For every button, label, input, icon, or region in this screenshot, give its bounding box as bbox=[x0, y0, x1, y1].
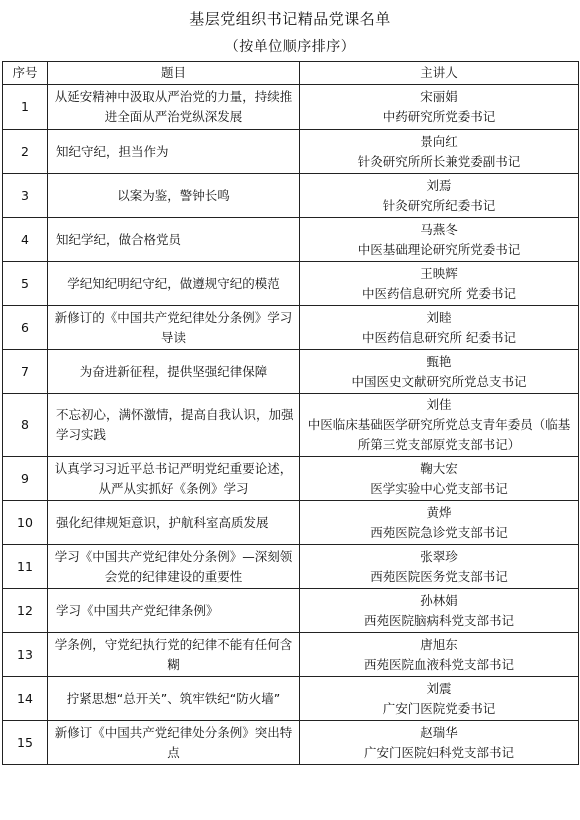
speaker-name: 赵瑞华 bbox=[420, 724, 458, 740]
page-title: 基层党组织书记精品党课名单 bbox=[189, 10, 391, 28]
page-subtitle: （按单位顺序排序） bbox=[224, 39, 356, 55]
row-number: 7 bbox=[3, 350, 48, 394]
table-row bbox=[3, 85, 579, 130]
row-number: 2 bbox=[3, 130, 48, 174]
row-speaker bbox=[300, 457, 579, 501]
row-number: 5 bbox=[3, 262, 48, 306]
speaker-role: 针灸研究所纪委书记 bbox=[382, 197, 496, 213]
row-speaker bbox=[300, 677, 579, 721]
speaker-role: 中药研究所党委书记 bbox=[382, 109, 496, 124]
row-number: 12 bbox=[3, 589, 48, 633]
speaker-role: 广安门医院妇科党支部书记 bbox=[363, 744, 514, 760]
speaker-name: 刘焉 bbox=[426, 177, 452, 193]
column-header-topic: 题目 bbox=[48, 62, 300, 85]
row-speaker bbox=[300, 218, 579, 262]
speaker-role: 西苑医院急诊党支部书记 bbox=[370, 524, 508, 540]
speaker-role: 中医临床基础医学研究所党总支青年委员（临基所第三党支部原党支部书记） bbox=[307, 417, 571, 452]
speaker-role: 西苑医院脑病科党支部书记 bbox=[363, 612, 514, 628]
speaker-name: 唐旭东 bbox=[420, 636, 458, 652]
row-speaker bbox=[300, 394, 579, 457]
row-number: 6 bbox=[3, 306, 48, 350]
table-row bbox=[3, 130, 579, 174]
row-topic: 学条例，守党纪执行党的纪律不能有任何含糊 bbox=[48, 633, 300, 677]
speaker-name: 孙林娟 bbox=[420, 592, 458, 608]
table-row bbox=[3, 262, 579, 306]
table-row bbox=[3, 721, 579, 765]
table-row bbox=[3, 394, 579, 457]
row-speaker bbox=[300, 306, 579, 350]
column-header-speaker: 主讲人 bbox=[300, 62, 579, 85]
row-topic: 知纪守纪，担当作为 bbox=[48, 130, 300, 174]
table-row bbox=[3, 457, 579, 501]
row-number: 14 bbox=[3, 677, 48, 721]
row-number: 10 bbox=[3, 501, 48, 545]
lecture-table bbox=[2, 61, 579, 765]
row-speaker bbox=[300, 589, 579, 633]
table-row bbox=[3, 677, 579, 721]
speaker-name: 马燕冬 bbox=[420, 221, 458, 237]
table-row bbox=[3, 306, 579, 350]
table-row bbox=[3, 218, 579, 262]
row-topic: 为奋进新征程，提供坚强纪律保障 bbox=[48, 350, 300, 394]
speaker-name: 刘睦 bbox=[426, 309, 452, 325]
row-topic: 新修订《中国共产党纪律处分条例》突出特点 bbox=[48, 721, 300, 765]
speaker-role: 针灸研究所所长兼党委副书记 bbox=[357, 153, 521, 169]
column-header-number: 序号 bbox=[3, 62, 48, 85]
speaker-name: 鞠大宏 bbox=[420, 460, 458, 476]
row-speaker bbox=[300, 174, 579, 218]
table-row bbox=[3, 545, 579, 589]
speaker-name: 宋丽娟 bbox=[420, 89, 458, 104]
table-row bbox=[3, 174, 579, 218]
row-topic: 新修订的《中国共产党纪律处分条例》学习导读 bbox=[48, 306, 300, 350]
row-topic: 学纪知纪明纪守纪，做遵规守纪的模范 bbox=[48, 262, 300, 306]
row-number: 8 bbox=[3, 394, 48, 457]
speaker-role: 医学实验中心党支部书记 bbox=[370, 480, 508, 496]
speaker-role: 中医基础理论研究所党委书记 bbox=[357, 241, 521, 257]
row-topic: 强化纪律规矩意识，护航科室高质发展 bbox=[48, 501, 300, 545]
speaker-name: 黄烨 bbox=[426, 504, 452, 520]
row-number: 13 bbox=[3, 633, 48, 677]
speaker-role: 中国医史文献研究所党总支书记 bbox=[351, 373, 527, 389]
row-number: 11 bbox=[3, 545, 48, 589]
row-topic: 以案为鉴，警钟长鸣 bbox=[48, 174, 300, 218]
table-row bbox=[3, 350, 579, 394]
speaker-name: 景向红 bbox=[420, 133, 458, 149]
row-number: 1 bbox=[3, 85, 48, 130]
row-speaker bbox=[300, 633, 579, 677]
row-topic: 从延安精神中汲取从严治党的力量，持续推进全面从严治党纵深发展 bbox=[48, 85, 300, 130]
table-body bbox=[3, 85, 579, 765]
row-speaker bbox=[300, 350, 579, 394]
table-row bbox=[3, 589, 579, 633]
speaker-role: 中医药信息研究所 纪委书记 bbox=[362, 329, 516, 345]
speaker-role: 中医药信息研究所 党委书记 bbox=[362, 285, 516, 301]
row-speaker bbox=[300, 85, 579, 130]
row-number: 9 bbox=[3, 457, 48, 501]
speaker-name: 甄艳 bbox=[426, 353, 452, 369]
row-topic: 不忘初心，满怀激情，提高自我认识，加强学习实践 bbox=[48, 394, 300, 457]
table-row bbox=[3, 501, 579, 545]
speaker-name: 王映辉 bbox=[420, 265, 458, 281]
row-topic: 拧紧思想“总开关”、筑牢铁纪“防火墙” bbox=[48, 677, 300, 721]
speaker-name: 刘佳 bbox=[426, 397, 452, 412]
row-speaker bbox=[300, 721, 579, 765]
row-number: 3 bbox=[3, 174, 48, 218]
row-topic: 认真学习习近平总书记严明党纪重要论述，从严从实抓好《条例》学习 bbox=[48, 457, 300, 501]
row-number: 4 bbox=[3, 218, 48, 262]
row-topic: 知纪学纪，做合格党员 bbox=[48, 218, 300, 262]
header-row bbox=[3, 62, 579, 85]
row-speaker bbox=[300, 501, 579, 545]
speaker-name: 张翠珍 bbox=[420, 548, 458, 564]
row-topic: 学习《中国共产党纪律条例》 bbox=[48, 589, 300, 633]
row-topic: 学习《中国共产党纪律处分条例》—深刻领会党的纪律建设的重要性 bbox=[48, 545, 300, 589]
speaker-role: 西苑医院血液科党支部书记 bbox=[363, 656, 514, 672]
table-header bbox=[3, 62, 579, 85]
speaker-role: 广安门医院党委书记 bbox=[382, 700, 496, 716]
row-speaker bbox=[300, 130, 579, 174]
row-speaker bbox=[300, 262, 579, 306]
speaker-role: 西苑医院医务党支部书记 bbox=[370, 568, 508, 584]
table-row bbox=[3, 633, 579, 677]
row-speaker bbox=[300, 545, 579, 589]
row-number: 15 bbox=[3, 721, 48, 765]
speaker-name: 刘震 bbox=[426, 680, 452, 696]
